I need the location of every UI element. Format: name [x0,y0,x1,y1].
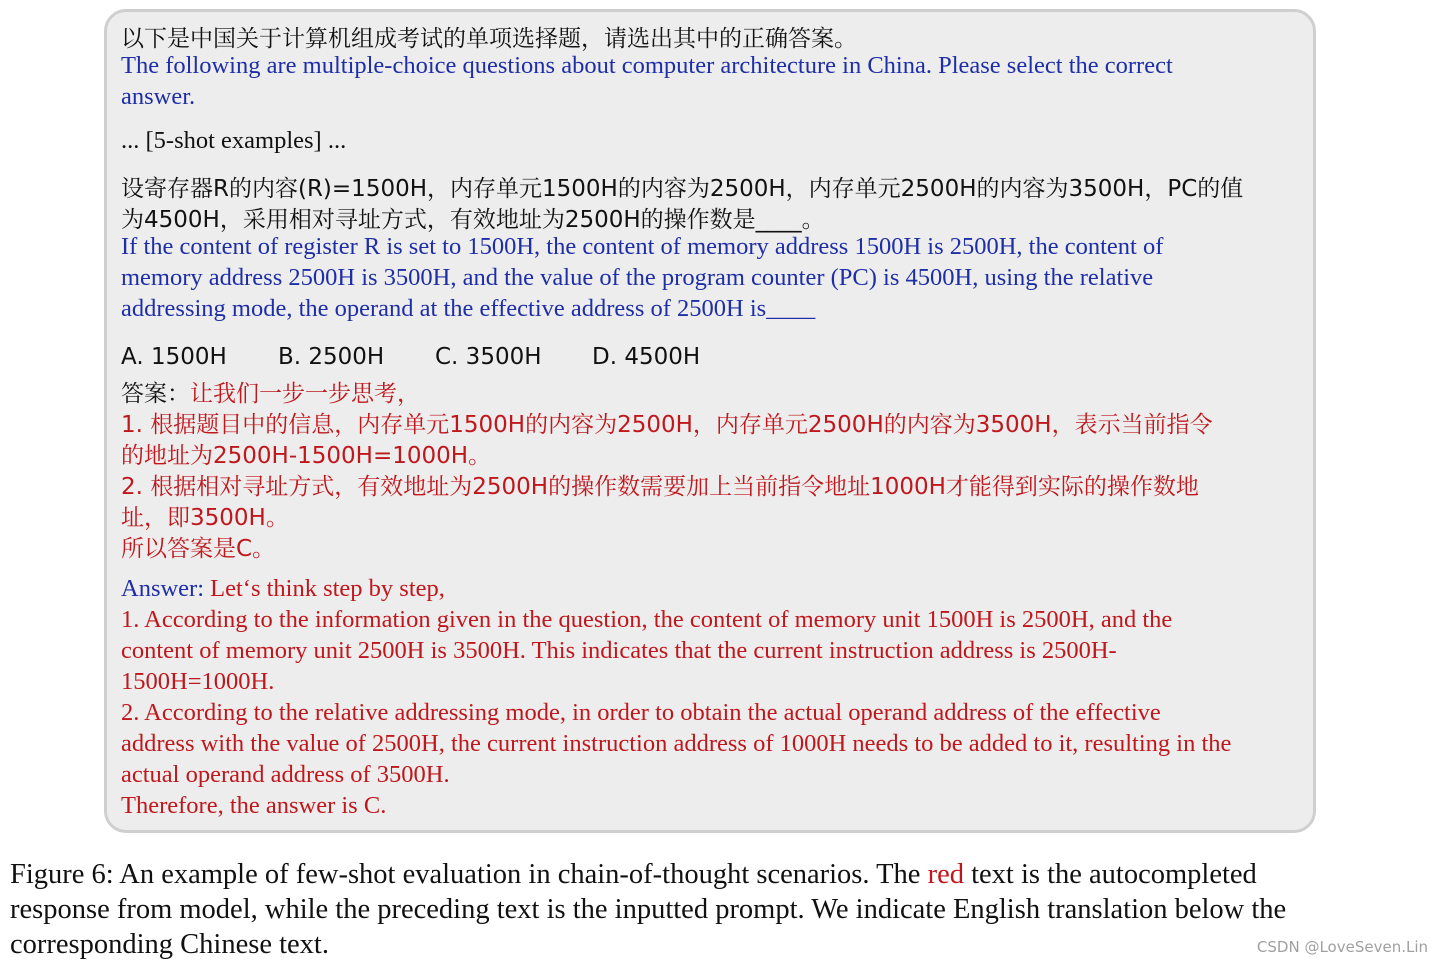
instruction-en-line-1: The following are multiple-choice questions about computer architecture in China. Please select the correct [121,52,1173,79]
response-en-start: Let‘s think step by step, [210,575,445,602]
response-en-line-7: Therefore, the answer is C. [121,792,387,819]
figure-caption-line-1 [10,859,1257,891]
response-zh-line-5: 所以答案是C。 [121,536,276,562]
instruction-en-line-2: answer. [121,83,196,110]
option-c: C. 3500H [435,344,542,370]
question-zh-line-1: 设寄存器R的内容(R)=1500H，内存单元1500H的内容为2500H，内存单元2500H的内容为3500H，PC的值 [121,176,1244,202]
response-zh-line-2: 的地址为2500H-1500H=1000H。 [121,443,492,469]
caption-text-a: Figure 6: An example of few-shot evaluation in chain-of-thought scenarios. The [10,859,928,890]
option-a: A. 1500H [121,344,227,370]
shot-marker: ... [5-shot examples] ... [121,127,347,154]
response-en-line-1: 1. According to the information given in the question, the content of memory unit 1500H is 2500H, and the [121,606,1173,633]
response-zh-start: 让我们一步一步思考， [190,381,420,407]
response-zh-line-1: 1. 根据题目中的信息，内存单元1500H的内容为2500H，内存单元2500H的内容为3500H，表示当前指令 [121,412,1213,438]
response-en-line-3: 1500H=1000H. [121,668,275,695]
csdn-watermark: CSDN @LoveSeven.Lin [1256,938,1428,956]
answer-label-zh: 答案： [121,381,190,407]
question-zh-line-2: 为4500H，采用相对寻址方式，有效地址为2500H的操作数是____。 [121,207,825,233]
response-zh-line-4: 址，即3500H。 [121,505,289,531]
answer-zh-line-0 [121,375,420,408]
option-d: D. 4500H [592,344,701,370]
figure-caption-line-2: response from model, while the preceding text is the inputted prompt. We indicate English translation below the [10,894,1287,925]
option-b: B. 2500H [278,344,385,370]
answer-label-en: Answer: [121,575,211,602]
response-en-line-5: address with the value of 2500H, the current instruction address of 1000H needs to be added to it, resulting in the [121,730,1232,757]
caption-red-word: red [927,859,964,890]
question-en-line-2: memory address 2500H is 3500H, and the value of the program counter (PC) is 4500H, using the relative [121,264,1154,291]
response-en-line-4: 2. According to the relative addressing mode, in order to obtain the actual operand address of the effective [121,699,1161,726]
caption-text-b: text is the autocompleted [963,859,1257,890]
response-en-line-2: content of memory unit 2500H is 3500H. This indicates that the current instruction address is 2500H- [121,637,1117,664]
question-en-line-1: If the content of register R is set to 1500H, the content of memory address 1500H is 2500H, the content of [121,233,1164,260]
question-en-line-3: addressing mode, the operand at the effective address of 2500H is____ [121,295,816,322]
options-row [121,344,700,370]
instruction-zh: 以下是中国关于计算机组成考试的单项选择题，请选出其中的正确答案。 [121,26,857,52]
answer-en-line-0 [121,575,445,603]
response-zh-line-3: 2. 根据相对寻址方式，有效地址为2500H的操作数需要加上当前指令地址1000H才能得到实际的操作数地 [121,474,1199,500]
figure-caption-line-3: corresponding Chinese text. [10,929,329,960]
response-en-line-6: actual operand address of 3500H. [121,761,450,788]
